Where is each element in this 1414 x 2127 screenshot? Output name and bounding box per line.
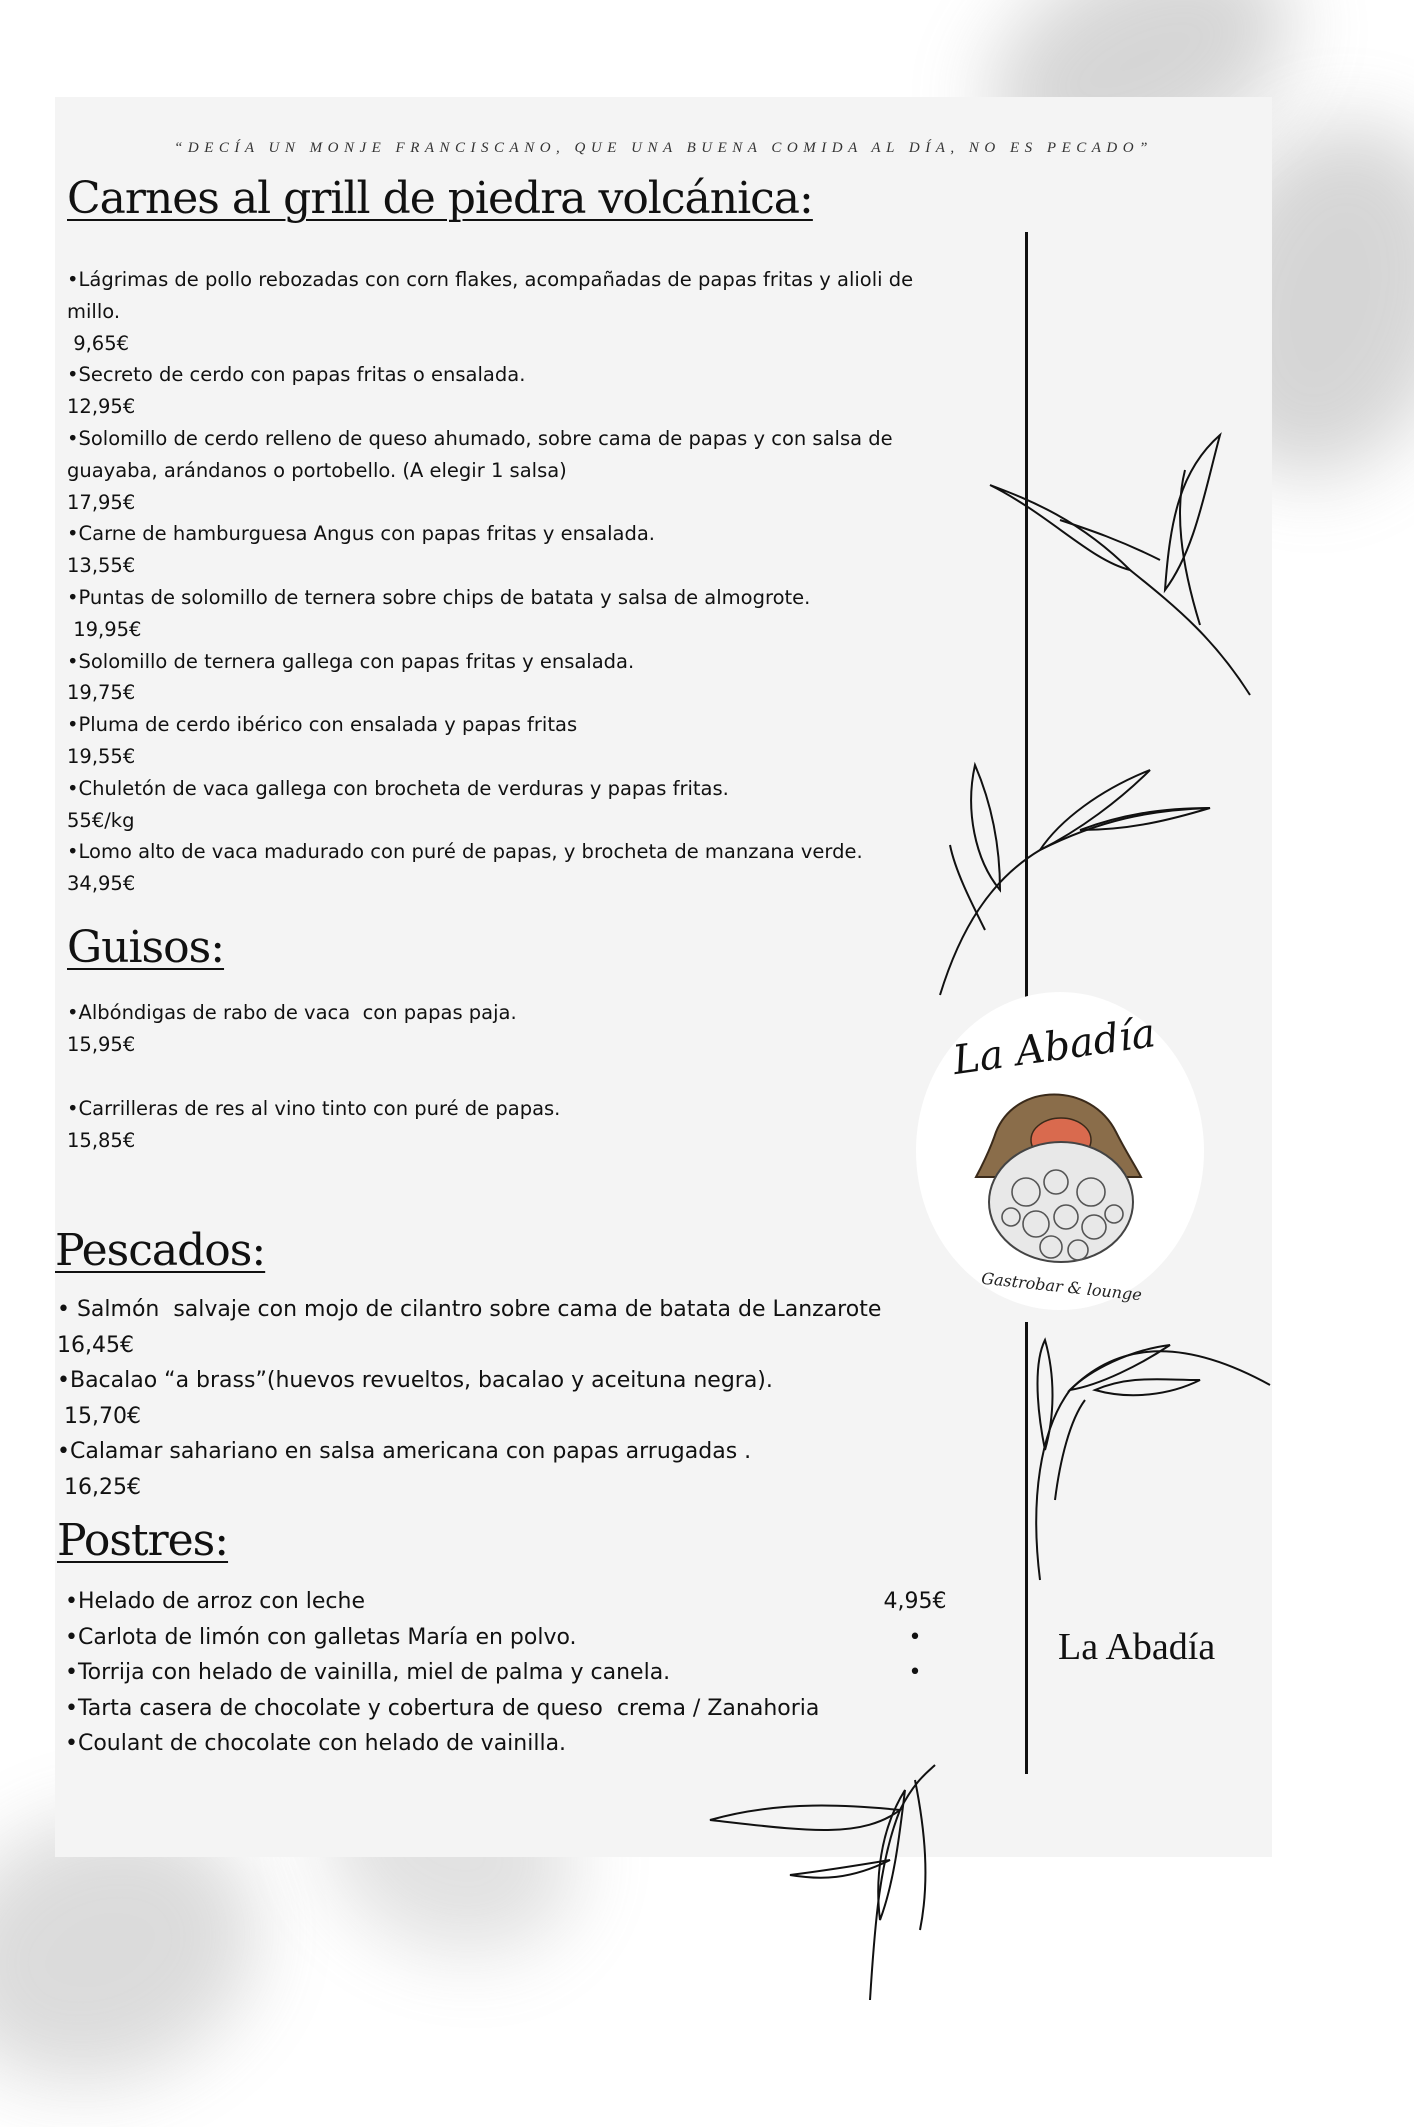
- item-name: •Carne de hamburguesa Angus con papas fritas y ensalada.: [67, 522, 655, 546]
- item-name: •Albóndigas de rabo de vaca con papas paja.: [67, 1001, 517, 1024]
- item-price: 15,95€: [67, 1033, 136, 1056]
- logo-script-subtitle: Gastrobar & lounge: [980, 1268, 1143, 1305]
- carnes-heading: Carnes al grill de piedra volcánica:: [67, 173, 813, 224]
- list-item: •Carlota de limón con galletas María en polvo.: [65, 1624, 577, 1650]
- list-item: •Coulant de chocolate con helado de vainilla.: [65, 1731, 567, 1756]
- postres-heading: Postres:: [57, 1515, 229, 1566]
- item-name: •Carrilleras de res al vino tinto con puré de papas.: [67, 1097, 561, 1120]
- item-price: 16,25€: [57, 1474, 141, 1500]
- brand-name: La Abadía: [1058, 1626, 1216, 1668]
- item-price: 12,95€: [67, 395, 136, 419]
- item-price: 4,95€: [883, 1589, 947, 1614]
- item-price: 19,55€: [67, 744, 136, 768]
- item-name: •Lágrimas de pollo rebozadas con corn flakes, acompañadas de papas fritas y alioli de: [67, 268, 914, 291]
- logo-script-title: La Abadía: [950, 1010, 1159, 1085]
- item-name: •Calamar sahariano en salsa americana con papas arrugadas .: [57, 1439, 752, 1464]
- item-price: 16,45€: [57, 1332, 134, 1358]
- item-price: 55€/kg: [67, 808, 135, 832]
- item-name: •Lomo alto de vaca madurado con puré de papas, y brocheta de manzana verde.: [67, 840, 863, 864]
- item-name: • Salmón salvaje con mojo de cilantro sobre cama de batata de Lanzarote: [57, 1297, 882, 1322]
- item-name: •Puntas de solomillo de ternera sobre chips de batata y salsa de almogrote.: [67, 585, 811, 609]
- item-price: 19,75€: [67, 681, 136, 705]
- item-name: •Secreto de cerdo con papas fritas o ensalada.: [67, 363, 526, 387]
- item-price: 17,95€: [67, 490, 136, 514]
- list-item: •Torrija con helado de vainilla, miel de palma y canela.: [65, 1660, 671, 1685]
- item-name-cont: millo.: [67, 299, 121, 323]
- item-price: 15,70€: [57, 1403, 141, 1429]
- logo: [916, 992, 1204, 1310]
- item-price: 13,55€: [67, 554, 136, 578]
- item-name: •Pluma de cerdo ibérico con ensalada y papas fritas: [67, 713, 578, 737]
- item-name: •Bacalao “a brass”(huevos revueltos, bacalao y aceituna negra).: [57, 1368, 773, 1393]
- monk-quote: “DECÍA UN MONJE FRANCISCANO, QUE UNA BUENA COMIDA AL DÍA, NO ES PECADO”: [174, 140, 1153, 156]
- item-name: •Chuletón de vaca gallega con brocheta de verduras y papas fritas.: [67, 776, 729, 800]
- guisos-heading: Guisos:: [67, 922, 225, 973]
- item-name: •Solomillo de cerdo relleno de queso ahumado, sobre cama de papas y con salsa de: [67, 426, 893, 450]
- item-price: 15,85€: [67, 1129, 136, 1152]
- item-price: 19,95€: [67, 617, 142, 641]
- list-item: •Tarta casera de chocolate y cobertura de queso crema / Zanahoria: [65, 1695, 820, 1721]
- item-price: 34,95€: [67, 872, 136, 896]
- item-name-cont: guayaba, arándanos o portobello. (A elegir 1 salsa): [67, 458, 567, 482]
- bullet: •: [908, 1660, 922, 1685]
- list-item: •Helado de arroz con leche: [65, 1589, 365, 1614]
- bullet: •: [908, 1624, 922, 1650]
- item-name: •Solomillo de ternera gallega con papas fritas y ensalada.: [67, 649, 635, 673]
- pescados-heading: Pescados:: [55, 1225, 266, 1276]
- item-price: 9,65€: [67, 331, 130, 355]
